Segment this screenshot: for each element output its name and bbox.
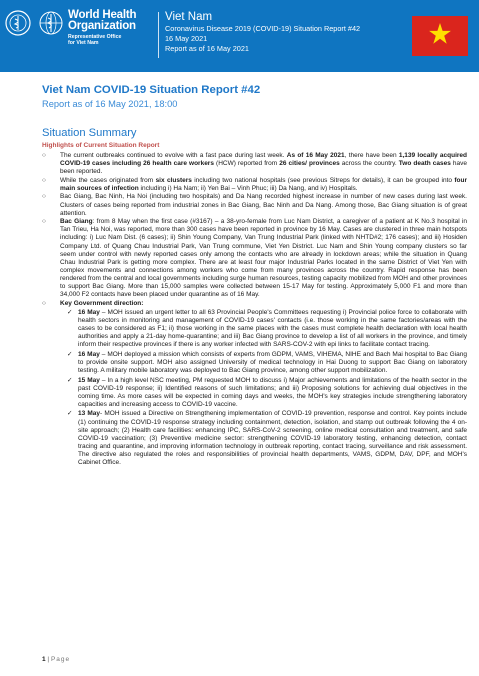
header-banner <box>0 0 479 72</box>
direction-item: ✓ 15 May – In a high level NSC meeting, PM requested MOH to discuss i) Major achievements and limitations of the health sector in the past COVID-19 response; ii) Identified reasons of such limitations; and iii) Proposing solutions for achieving dual objectives in the coming time. As more cases will be expected in coming days and weeks, the MOH's key strategies include strengthening laboratory capacities and increasing access to COVID-19 vaccine. <box>67 376 467 408</box>
who-emblem-icon <box>38 10 64 36</box>
ministry-emblem-icon <box>5 10 31 36</box>
header-report-info <box>165 10 360 54</box>
org-sub-line2: for Viet Nam <box>68 40 99 46</box>
check-icon: ✓ <box>67 350 73 358</box>
direction-item: ✓ 16 May – MOH issued an urgent letter to all 63 Provincial People's Committees requesting i) Provincial police force to collaborate with health sectors in monitoring and management of COVID-19 cases' contacts (i.e. those working in the same factories/areas with the cases to be considered as F1; ii) those working in the same places with the cases must complete health declaration with local health authorities and apply a 21-day home-quarantine; and iii) Bac Giang province to develop a list of all workers in the province, and timely inform their respective provinces if there is any worker infected with SARS-COV-2 with epi links to facilitate contact tracing. <box>67 308 468 349</box>
bullet-icon: ○ <box>42 193 46 201</box>
check-icon: ✓ <box>67 410 73 418</box>
header-as-of: Report as of 16 May 2021 <box>165 44 249 53</box>
page-separator: | <box>45 656 51 663</box>
check-icon: ✓ <box>67 376 73 384</box>
org-name-line1: World Health <box>68 9 137 21</box>
situation-summary-body <box>42 152 467 469</box>
section-title: Situation Summary <box>42 127 137 139</box>
direction-list <box>60 309 467 467</box>
direction-item: ✓ 13 May- MOH issued a Directive on Strengthening implementation of COVID-19 prevention, response and control. Key points include (1) continuing the COVID-19 response strategy including containment, detection, isolation, and stamp out outbreak following the 4 on-site approach; (2) Health care facilities: enhancing IPC, SARS-CoV-2 screening, online medical consultation and treatment, and safe COVID-19 vaccination; (3) Preventive medicine sector: strengthening COVID-19 laboratory testing, enhancing detection, contact tracing and quarantine, and improving information technology in outbreak reporting, contact tracing, surveillance and risk assessment. The directive also regulated the roles and responsibilities of provincial health departments, VAMS, GDPM, DAV, DPF, and MOH's Cabinet Office. <box>67 410 467 466</box>
report-subtitle: Report as of 16 May 2021, 18:00 <box>42 99 178 109</box>
org-name-line2: Organization <box>68 20 136 32</box>
header-divider <box>158 12 159 58</box>
vietnam-flag <box>412 16 468 56</box>
list-item <box>42 300 467 467</box>
bullet-icon: ○ <box>42 299 46 307</box>
highlights-title: Highlights of Current Situation Report <box>42 142 160 149</box>
report-title: Viet Nam COVID-19 Situation Report #42 <box>42 84 261 96</box>
check-icon: ✓ <box>67 308 73 316</box>
list-item: ○ Bac Giang: from 8 May when the first case (#3167) – a 38-yro-female from Luc Nam District, a caregiver of a patient at K No.3 hospital in Tan Trieu, Ha Noi, was reported, more than 300 cases have been reported in province by 16 May. Cases are clustered in three main hotspots including: i) Luc Nam Dist. (6 cases); ii) Shin Young Company, Van Trung Industrial Park (linked with NHTD#2; 176 cases); and iii) Hosiden Company Ltd. of Quang Chau Industrial Park, Van Trung commune, Viet Yen District. Luc Nam and Shin Young company clusters so far seem under control with newly reported cases only among the contacts who are already in lockdown areas; while the situation in Quang Chau Industrial Park is getting more complex. There are at least four major Industrial Parks located in the same District of Viet Yen with complex movements and connections among workers who come from many provinces across the country. Rapid response has been rendered from the central and local governments including surge human resources, testing capacity mobilized from MOH and other provinces to support Bac Giang. More than 15,000 samples were collected between 15-17 May for testing. Approximately 5,000 F1 and more than 34,000 F2 contacts have been placed under quarantine as of 16 May. <box>42 218 467 299</box>
bullet-icon: ○ <box>42 176 46 184</box>
list-item: ○ While the cases originated from six clusters including two national hospitals (see previous Sitreps for details), it can be grouped into four main sources of infection including i) Ha Nam; ii) Yen Bai – Vinh Phuc; iii) Da Nang, and iv) Hospitals. <box>42 176 467 192</box>
page-number: 1 <box>42 656 46 663</box>
header-date: 16 May 2021 <box>165 34 208 43</box>
who-logo-text <box>68 10 136 46</box>
bullet-icon: ○ <box>42 152 46 159</box>
org-sub-line1: Representative Office <box>68 34 122 40</box>
direction-item: ✓ 16 May – MOH deployed a mission which consists of experts from GDPM, VAMS, VIHEMA, NIHE and Bach Mai hospital to Bac Giang to provide onsite support. MOH also assigned University of medical technology in Hai Duong to support Bac Giang on laboratory testing. A military mobile laboratory was deployed to Bac Giang province, among other support mobilization. <box>67 350 467 374</box>
list-item: ○ Bac Giang, Bac Ninh, Ha Noi (including two hospitals) and Da Nang recorded highest increase in number of new cases during last week. Clusters of cases being reported from industrial zones in Bac Giang, Bac Ninh and Da Nang. Among those, Bac Giang situation is of great attention. <box>42 193 467 217</box>
star-icon <box>428 22 452 46</box>
page-label: Page <box>50 656 71 663</box>
header-report-line: Coronavirus Disease 2019 (COVID-19) Situation Report #42 <box>165 24 361 33</box>
key-direction-title: Key Government direction: <box>60 299 144 307</box>
page-footer <box>42 656 70 663</box>
list-item: ○ The current outbreaks continued to evolve with a fast pace during last week. As of 16 May 2021, there have been 1,139 locally acquired COVID-19 cases including 26 health care workers (HCW) reported from 26 cities/ provinces across the country. Two death cases have been reported. <box>42 152 468 176</box>
header-country: Viet Nam <box>165 11 213 23</box>
bullet-icon: ○ <box>42 218 46 226</box>
